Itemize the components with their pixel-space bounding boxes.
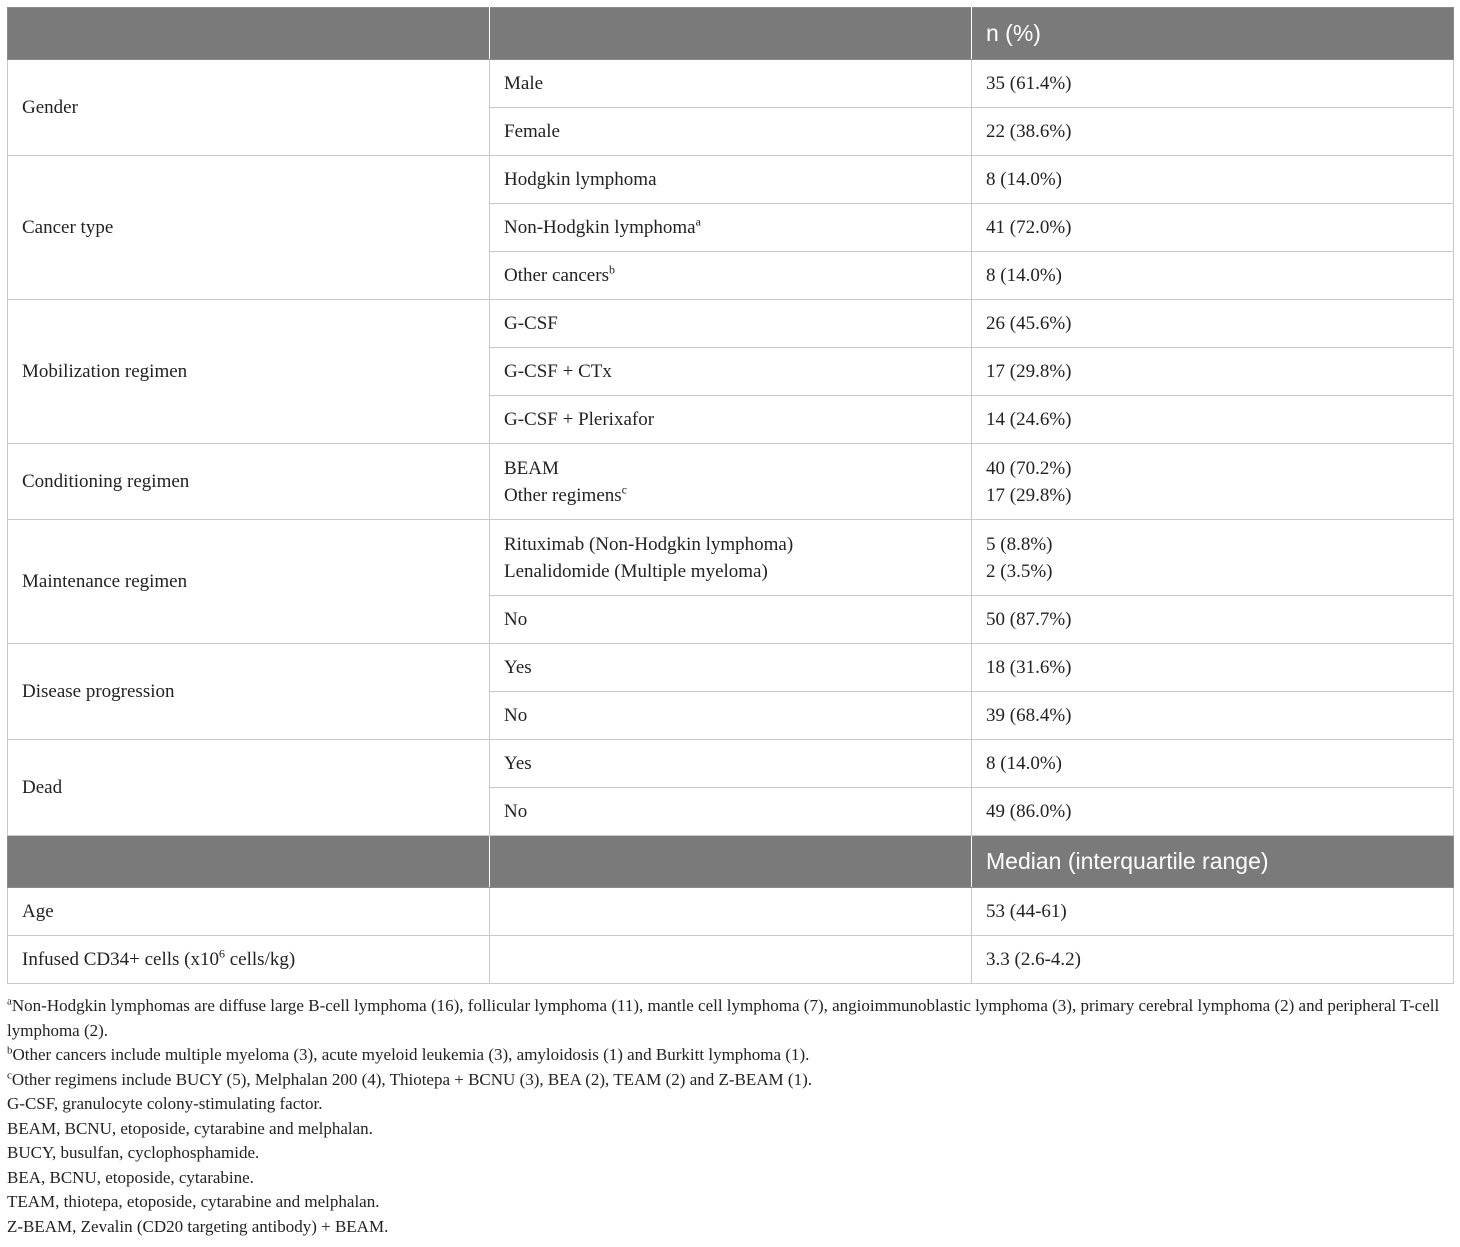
sub-label-gcsf-plerixafor: G-CSF + Plerixafor	[490, 396, 972, 444]
footnote-a-text: Non-Hodgkin lymphomas are diffuse large B-cell lymphoma (16), follicular lymphoma (11), mantle cell lymphoma (7), angioimmunoblastic lymphoma (3), primary cerebral lymphoma (2) and peripheral T-cell lymphoma (2).	[7, 996, 1440, 1040]
footnote-b-mark: b	[7, 1044, 13, 1057]
header-cell-subcategory	[490, 8, 972, 60]
row-label-cd34-pre: Infused CD34+ cells (x10	[22, 949, 219, 970]
patient-characteristics-table	[7, 7, 1454, 984]
row-label-mobilization: Mobilization regimen	[8, 300, 490, 444]
sub-label-cd34-empty	[490, 936, 972, 984]
sub-label-other-cancers	[490, 252, 972, 300]
table-row	[8, 520, 1454, 596]
sub-label-non-hodgkin	[490, 204, 972, 252]
header2-cell-blank-2	[490, 836, 972, 888]
value-gcsf-ctx: 17 (29.8%)	[972, 348, 1454, 396]
sub-label-other-cancers-text: Other cancers	[504, 265, 609, 286]
value-other-regimens: 17 (29.8%)	[986, 484, 1072, 506]
sub-label-progression-no: No	[490, 692, 972, 740]
abbreviation-gcsf: G-CSF, granulocyte colony-stimulating factor.	[7, 1094, 323, 1113]
table-row	[8, 156, 1454, 204]
sub-label-other-regimens: Other regimens	[504, 484, 622, 506]
sub-label-dead-no: No	[490, 788, 972, 836]
table-row	[8, 444, 1454, 520]
sub-label-age-empty	[490, 888, 972, 936]
row-label-maintenance: Maintenance regimen	[8, 520, 490, 644]
row-label-gender: Gender	[8, 60, 490, 156]
abbreviation-z-beam: Z-BEAM, Zevalin (CD20 targeting antibody) + BEAM.	[7, 1216, 389, 1236]
table-row	[8, 300, 1454, 348]
row-label-cd34-exponent: 6	[219, 946, 225, 961]
sub-label-progression-yes: Yes	[490, 644, 972, 692]
table-row	[8, 936, 1454, 984]
value-hodgkin: 8 (14.0%)	[972, 156, 1454, 204]
header-cell-category	[8, 8, 490, 60]
sub-label-dead-yes: Yes	[490, 740, 972, 788]
value-non-hodgkin: 41 (72.0%)	[972, 204, 1454, 252]
table-row	[8, 888, 1454, 936]
value-female: 22 (38.6%)	[972, 108, 1454, 156]
sub-label-other-regimens-line	[504, 482, 957, 509]
sub-label-maintenance-no: No	[490, 596, 972, 644]
value-cd34: 3.3 (2.6-4.2)	[972, 936, 1454, 984]
value-age: 53 (44-61)	[972, 888, 1454, 936]
sub-label-male: Male	[490, 60, 972, 108]
footnote-b-text: Other cancers include multiple myeloma (3), acute myeloid leukemia (3), amyloidosis (1) and Burkitt lymphoma (1).	[12, 1045, 810, 1064]
footnote-c-mark: c	[7, 1068, 12, 1081]
table-header-row	[8, 8, 1454, 60]
value-other-cancers: 8 (14.0%)	[972, 252, 1454, 300]
abbreviation-bucy: BUCY, busulfan, cyclophosphamide.	[7, 1143, 260, 1162]
sub-label-non-hodgkin-text: Non-Hodgkin lymphoma	[504, 217, 696, 238]
value-progression-no: 39 (68.4%)	[972, 692, 1454, 740]
abbreviation-team: TEAM, thiotepa, etoposide, cytarabine and melphalan.	[7, 1192, 380, 1211]
sub-label-gcsf-ctx: G-CSF + CTx	[490, 348, 972, 396]
sub-label-maintenance	[490, 520, 972, 596]
abbreviation-bea: BEA, BCNU, etoposide, cytarabine.	[7, 1167, 254, 1187]
value-maintenance-no: 50 (87.7%)	[972, 596, 1454, 644]
value-beam: 40 (70.2%)	[986, 457, 1072, 479]
row-label-cd34-post: cells/kg)	[225, 949, 296, 970]
footnote-a-mark: a	[7, 995, 12, 1008]
footnote-c-text: Other regimens include BUCY (5), Melphalan 200 (4), Thiotepa + BCNU (3), BEA (2), TEAM (2) and Z-BEAM (1).	[11, 1069, 812, 1089]
abbreviation-beam: BEAM, BCNU, etoposide, cytarabine and melphalan.	[7, 1118, 373, 1138]
value-conditioning	[972, 444, 1454, 520]
value-dead-yes: 8 (14.0%)	[972, 740, 1454, 788]
table-row	[8, 60, 1454, 108]
row-label-cd34	[8, 936, 490, 984]
sub-label-hodgkin: Hodgkin lymphoma	[490, 156, 972, 204]
value-male: 35 (61.4%)	[972, 60, 1454, 108]
value-progression-yes: 18 (31.6%)	[972, 644, 1454, 692]
sub-label-lenalidomide: Lenalidomide (Multiple myeloma)	[504, 560, 768, 582]
sub-label-female: Female	[490, 108, 972, 156]
value-rituximab: 5 (8.8%)	[986, 533, 1053, 555]
table-footnotes	[7, 994, 1453, 1239]
header2-cell-median: Median (interquartile range)	[972, 836, 1454, 888]
row-label-progression: Disease progression	[8, 644, 490, 740]
header2-cell-blank-1	[8, 836, 490, 888]
sub-label-conditioning	[490, 444, 972, 520]
footnote-marker-b: b	[608, 262, 615, 277]
footnote-marker-c: c	[621, 482, 627, 497]
value-gcsf-plerixafor: 14 (24.6%)	[972, 396, 1454, 444]
value-maintenance	[972, 520, 1454, 596]
row-label-age: Age	[8, 888, 490, 936]
footnote-c	[7, 1068, 1453, 1093]
sub-label-gcsf: G-CSF	[490, 300, 972, 348]
row-label-conditioning: Conditioning regimen	[8, 444, 490, 520]
sub-label-beam: BEAM	[504, 457, 559, 479]
value-lenalidomide: 2 (3.5%)	[986, 560, 1053, 582]
table-header-row-median	[8, 836, 1454, 888]
value-gcsf: 26 (45.6%)	[972, 300, 1454, 348]
table-row	[8, 740, 1454, 788]
row-label-dead: Dead	[8, 740, 490, 836]
header-cell-n-percent: n (%)	[972, 8, 1454, 60]
value-dead-no: 49 (86.0%)	[972, 788, 1454, 836]
table-row	[8, 644, 1454, 692]
sub-label-rituximab: Rituximab (Non-Hodgkin lymphoma)	[504, 533, 794, 555]
row-label-cancer-type: Cancer type	[8, 156, 490, 300]
footnote-b	[7, 1043, 1453, 1068]
footnote-a	[7, 994, 1453, 1043]
footnote-marker-a: a	[695, 214, 701, 229]
